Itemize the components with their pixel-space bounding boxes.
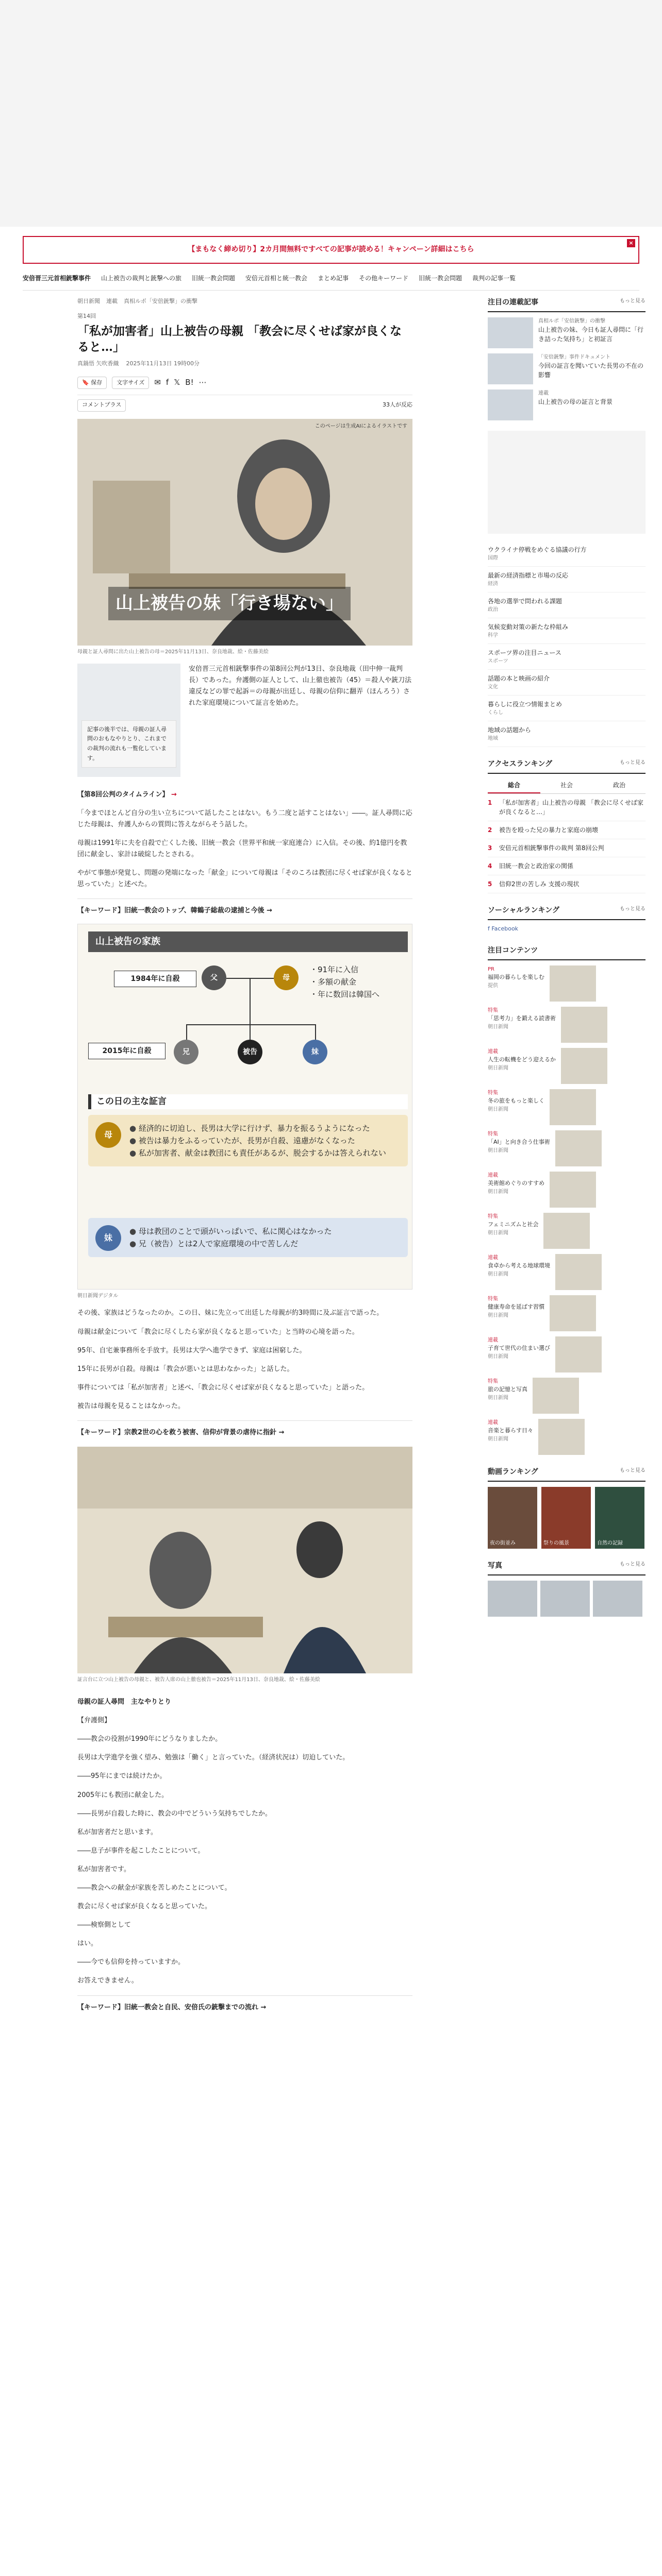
father-year: 1984年に自殺 xyxy=(114,971,196,987)
brother-node: 兄 xyxy=(174,1040,198,1064)
social-title: ソーシャルランキング xyxy=(488,906,560,914)
save-label: 保存 xyxy=(91,379,103,386)
testimony-item: ● 私が加害者、献金は教団にも責任があるが、脱会するかは答えられない xyxy=(129,1147,399,1159)
tab-society[interactable]: 社会 xyxy=(560,781,573,789)
list-item[interactable]: 最新の経済指標と市場の反応 経済 xyxy=(488,567,646,592)
campaign-banner[interactable] xyxy=(23,236,639,264)
ranking-item[interactable]: 1 「私が加害者」山上被告の母親 「教会に尽くせば家が良くなると…」 xyxy=(488,794,646,821)
testimony-item: ● 経済的に切迫し、長男は大学に行けず、暴力を振るうようになった xyxy=(129,1122,399,1134)
qa-line: 2005年にも教団に献金した。 xyxy=(77,1791,169,1799)
photo-thumb[interactable] xyxy=(488,1581,537,1617)
author[interactable]: 真鍋悟 矢吹香織 xyxy=(77,360,119,367)
ad-slot xyxy=(488,431,646,534)
lead-row xyxy=(77,664,412,777)
keyword-link[interactable]: 【キーワード】旧統一教会と自民、安倍氏の銃撃までの流れ → xyxy=(77,1995,412,2013)
qa-line: はい。 xyxy=(77,1940,98,1948)
ad-area xyxy=(0,0,662,227)
thumbnail xyxy=(488,389,533,420)
featured-text: 山上被告の妹、今日も証人尋問に「行き詰った気持ち」と初証言 xyxy=(538,326,644,343)
featured-label: 「安倍銃撃」事件ドキュメント xyxy=(538,354,610,360)
content-heading xyxy=(488,945,646,960)
photo-headline: 山上被告の妹「行き場ない」 xyxy=(108,587,351,621)
testimony-item: ● 被告は暴力をふるっていたが、長男が自殺、遠慮がなくなった xyxy=(129,1134,399,1147)
testimony-heading: この日の主な証言 xyxy=(88,1094,408,1109)
graphic-title: 山上被告の家族 xyxy=(88,931,408,952)
content-item[interactable]: 連載 美術館めぐりのすすめ 朝日新聞 xyxy=(488,1172,646,1208)
content-item[interactable]: 連載 人生の転機をどう迎えるか 朝日新聞 xyxy=(488,1048,646,1084)
topic-link[interactable]: まとめ記事 xyxy=(318,275,349,282)
mother-testimony xyxy=(88,1115,408,1166)
featured-text: 今回の証言を聞いていた長男の不在の影響 xyxy=(538,362,644,379)
breadcrumb xyxy=(77,297,412,307)
father-node: 父 xyxy=(202,965,226,990)
list-item[interactable]: ウクライナ停戦をめぐる協議の行方 国際 xyxy=(488,541,646,567)
lead-paragraph: 安倍晋三元首相銃撃事件の第8回公判が13日、奈良地裁（田中伸一裁判長）であった。弁護側の証人として、山上徹也被告（45）＝殺人や銃刀法違反などの罪で起訴＝の母親が出廷し、母親の信仰に翻弄（ほんろう）された家庭環境について証言を始めた。 xyxy=(189,665,412,707)
facebook-icon[interactable]: f xyxy=(166,378,169,387)
ai-note: このページは生成AIによるイラストです xyxy=(315,423,407,429)
content-item[interactable]: 特集 健康寿命を延ばす習慣 朝日新聞 xyxy=(488,1295,646,1331)
graphic-credit: 朝日新聞デジタル xyxy=(77,1293,119,1299)
family-graphic xyxy=(77,924,412,1290)
sister-node: 妹 xyxy=(303,1040,327,1064)
qa-line: 私が加害者だと思います。 xyxy=(77,1828,157,1836)
brother-year: 2015年に自殺 xyxy=(88,1043,166,1059)
hatena-button[interactable]: B! xyxy=(185,378,194,387)
content-item[interactable]: 特集 冬の旅をもっと楽しく 朝日新聞 xyxy=(488,1089,646,1125)
qa-line: ――教会への献金が家族を苦しめたことについて。 xyxy=(77,1884,231,1892)
body-paragraph: やがて事態が発覚し、問題の発端になった「献金」について母親は「そのころは教団に尽くせば家が良くなると思っていた」と述べた。 xyxy=(77,869,412,889)
qa-line: ――検察側として xyxy=(77,1921,131,1929)
ranking-item[interactable]: 2 被告を殴った兄の暴力と家庭の崩壊 xyxy=(488,821,646,839)
sister-testimony xyxy=(88,1218,408,1257)
body-paragraph: 15年に長男が自殺。母親は「教会が悪いとは思わなかった」と話した。 xyxy=(77,1365,294,1373)
testimony-item: ● 母は教団のことで頭がいっぱいで、私に関心はなかった xyxy=(129,1225,399,1238)
main-illustration xyxy=(77,419,412,646)
social-heading xyxy=(488,905,646,920)
series-number: 第14回 xyxy=(77,312,96,319)
qa-line: 教会に尽くせば家が良くなると思っていた。 xyxy=(77,1903,212,1911)
photo-heading xyxy=(488,1560,646,1575)
mother-badge: 母 xyxy=(95,1122,121,1148)
reaction-count[interactable]: 33人が反応 xyxy=(383,401,412,409)
topic-link[interactable]: 安倍元首相と統一教会 xyxy=(245,275,308,282)
featured-title: 注目の連載記事 xyxy=(488,298,538,307)
qa-list xyxy=(77,1715,412,1987)
qa-line: 私が加害者です。 xyxy=(77,1865,130,1873)
x-icon[interactable]: 𝕏 xyxy=(174,378,180,387)
content-item[interactable]: 特集 「AI」と向き合う仕事術 朝日新聞 xyxy=(488,1130,646,1166)
crumb-link[interactable]: 連載 xyxy=(106,298,118,304)
body-paragraph: 事件については「私が加害者」と述べ、「教会に尽くせば家が良くなると思っていた」と語った。 xyxy=(77,1383,369,1392)
more-link[interactable]: もっと見る xyxy=(620,1468,646,1474)
video-card[interactable]: 自然の記録 xyxy=(595,1487,644,1549)
save-button[interactable] xyxy=(77,377,107,389)
crumb-link[interactable]: 真相ルポ「安倍銃撃」の衝撃 xyxy=(124,298,197,304)
timeline-label: 【第8回公判のタイムライン】 xyxy=(77,790,169,799)
ranking-item[interactable]: 3 安倍元首相銃撃事件の裁判 第8回公判 xyxy=(488,839,646,857)
more-icon[interactable]: ⋯ xyxy=(198,378,207,387)
more-link[interactable]: もっと見る xyxy=(620,759,646,766)
featured-text: 山上被告の母の証言と背景 xyxy=(538,398,613,405)
video-title: 動画ランキング xyxy=(488,1468,538,1477)
close-icon[interactable]: × xyxy=(627,239,635,247)
facebook-link[interactable]: f Facebook xyxy=(488,925,519,932)
body-paragraph: 95年、自宅兼事務所を手放す。長男は大学へ進学できず、家庭は困窮した。 xyxy=(77,1346,306,1354)
list-item[interactable]: スポーツ界の注目ニュース スポーツ xyxy=(488,644,646,670)
content-item[interactable]: 特集 「思考力」を鍛える読書術 朝日新聞 xyxy=(488,1007,646,1043)
body-paragraph: その後、家族はどうなったのか。この日、妹に先立って出廷した母親が約3時間に及ぶ証言で語った。 xyxy=(77,1309,384,1317)
photo-strip xyxy=(488,1581,646,1617)
qa-line: ――教会の役割が1990年にどうなりましたか。 xyxy=(77,1735,222,1743)
video-heading xyxy=(488,1466,646,1482)
list-item[interactable]: 各地の選挙で問われる課題 政治 xyxy=(488,592,646,618)
court-illustration xyxy=(77,1447,412,1673)
font-size-button[interactable]: 文字サイズ xyxy=(112,377,149,389)
topic-link[interactable]: 旧統一教会問題 xyxy=(192,275,236,282)
ranking-title: アクセスランキング xyxy=(488,759,553,768)
lead-sidebar xyxy=(77,664,180,777)
news-list xyxy=(488,541,646,747)
photo-caption: 母親と証人尋問に出た山上被告の母＝2025年11月13日、奈良地裁、絵・佐藤美絵 xyxy=(77,649,269,655)
qa-heading: 母親の証人尋問 主なやりとり xyxy=(77,1698,172,1706)
photo-thumb[interactable] xyxy=(593,1581,642,1617)
tab-politics[interactable]: 政治 xyxy=(613,781,625,789)
qa-line: ――息子が事件を起こしたことについて。 xyxy=(77,1846,205,1855)
featured-label: 真相ルポ「安倍銃撃」の衝撃 xyxy=(538,318,605,324)
keyword-link[interactable]: 【キーワード】宗教2世の心を救う被害、信仰が背景の虐待に指針 → xyxy=(77,1420,412,1438)
more-link[interactable]: もっと見る xyxy=(620,1562,646,1568)
register-note: 記事の後半では、母親の証人尋問のおもなやりとり、これまでの裁判の流れも一覧化しています。 xyxy=(81,720,176,768)
qa-line: 長男は大学進学を強く望み、勉強は「働く」と言っていた。（経済状況は）切迫していた。 xyxy=(77,1754,350,1762)
list-item[interactable]: 気候変動対策の新たな枠組み 科学 xyxy=(488,618,646,644)
content-item[interactable]: 特集 旅の記憶と写真 朝日新聞 xyxy=(488,1378,646,1414)
timeline-link[interactable] xyxy=(77,789,412,801)
photo-caption: 証言台に立つ山上被告の母親と、被告人席の山上徹也被告＝2025年11月13日、奈良地裁、絵・佐藤美絵 xyxy=(77,1677,320,1683)
topic-link[interactable]: 山上被告の裁判と銃撃への旅 xyxy=(101,275,182,282)
photo-title: 写真 xyxy=(488,1562,502,1570)
qa-line: ――長男が自殺した時に、教会の中でどういう気持ちでしたか。 xyxy=(77,1809,272,1818)
comment-plus-button[interactable]: コメントプラス xyxy=(77,399,126,412)
bookmark-icon: 🔖 xyxy=(82,379,89,386)
campaign-text[interactable]: 【まもなく締め切り】2カ月間無料ですべての記事が読める！キャンペーン詳細はこちら xyxy=(188,245,474,254)
mail-icon[interactable]: ✉ xyxy=(154,378,161,387)
article-title: 「私が加害者」山上被告の母親 「教会に尽くせば家が良くなると…」 xyxy=(77,324,402,354)
list-item[interactable]: 話題の本と映画の紹介 文化 xyxy=(488,670,646,696)
family-tree xyxy=(88,960,408,1084)
content-item[interactable]: 特集 フェミニズムと社会 朝日新聞 xyxy=(488,1213,646,1249)
featured-item[interactable] xyxy=(488,353,646,384)
article xyxy=(77,297,412,2013)
body-paragraph: 「今までほとんど自分の生い立ちについて話したことはない。もう二度と話すことはない」――。証人尋問に応じた母親は、弁護人からの質問に答えながらそう話した。 xyxy=(77,809,412,828)
body-paragraph: 母親は献金について「教会に尽くしたら家が良くなると思っていた」と当時の心境を語った。 xyxy=(77,1328,359,1336)
featured-label: 連載 xyxy=(538,390,549,396)
topic-nav xyxy=(23,273,639,291)
ranking-list xyxy=(488,794,646,893)
ranking-item[interactable]: 5 信仰2世の苦しみ 支援の現状 xyxy=(488,875,646,893)
content-title: 注目コンテンツ xyxy=(488,946,538,955)
thumbnail xyxy=(488,317,533,348)
publish-date: 2025年11月13日 19時00分 xyxy=(126,360,200,367)
ranking-item[interactable]: 4 旧統一教会と政治家の関係 xyxy=(488,857,646,875)
byline xyxy=(77,359,412,369)
qa-line: ――今でも信仰を持っていますか。 xyxy=(77,1958,185,1967)
featured-heading xyxy=(488,297,646,312)
qa-line: お答えできません。 xyxy=(77,1977,138,1985)
topic-link[interactable]: その他キーワード xyxy=(359,275,409,282)
topic-link[interactable]: 安倍晋三元首相銃撃事件 xyxy=(23,275,91,282)
list-item[interactable]: 地域の話題から 地域 xyxy=(488,721,646,747)
comment-bar xyxy=(77,399,412,412)
sidebar xyxy=(488,297,646,1617)
keyword-link[interactable]: 【キーワード】旧統一教会のトップ、韓鶴子総裁の逮捕と今後 → xyxy=(77,899,412,917)
more-link[interactable]: もっと見る xyxy=(620,906,646,912)
content-item[interactable]: 連載 食卓から考える地球環境 朝日新聞 xyxy=(488,1254,646,1290)
arrow-icon: → xyxy=(171,790,177,799)
ranking-tabs xyxy=(488,778,646,794)
ranking-heading xyxy=(488,758,646,774)
content-item[interactable]: PR 福岡の暮らしを楽しむ 提供 xyxy=(488,965,646,1002)
video-carousel xyxy=(488,1487,646,1549)
article-toolbar xyxy=(77,376,412,395)
tab-all[interactable]: 総合 xyxy=(488,778,540,793)
topic-link[interactable]: 旧統一教会問題 xyxy=(419,275,462,282)
body-paragraph: 被告は母親を見ることはなかった。 xyxy=(77,1402,185,1410)
testimony-item: ● 兄（被告）とは2人で家庭環境の中で苦しんだ xyxy=(129,1238,399,1250)
content-item[interactable]: 連載 音楽と暮らす日々 朝日新聞 xyxy=(488,1419,646,1455)
topic-link[interactable]: 裁判の記事一覧 xyxy=(472,275,516,282)
content-item[interactable]: 連載 子育て世代の住まい選び 朝日新聞 xyxy=(488,1336,646,1372)
defendant-node: 被告 xyxy=(238,1040,262,1064)
photo-thumb[interactable] xyxy=(540,1581,590,1617)
more-link[interactable]: もっと見る xyxy=(620,298,646,304)
qa-line: ――95年にまでは続けたか。 xyxy=(77,1772,167,1781)
mother-notes: ・91年に入信 ・多額の献金 ・年に数回は韓国へ xyxy=(310,965,380,999)
thumbnail xyxy=(488,353,533,384)
video-card[interactable]: 夜の街並み xyxy=(488,1487,537,1549)
courtroom-sketch xyxy=(77,1447,412,1673)
body-paragraph: 母親は1991年に夫を自殺で亡くした後、旧統一教会（世界平和統一家庭連合）に入信。その後、約1億円を教団に献金し、家計は破綻したとされる。 xyxy=(77,839,407,859)
qa-side: 【弁護側】 xyxy=(77,1717,111,1725)
featured-item[interactable] xyxy=(488,389,646,420)
video-card[interactable]: 祭りの風景 xyxy=(541,1487,591,1549)
list-item[interactable]: 暮らしに役立つ情報まとめ くらし xyxy=(488,696,646,721)
featured-item[interactable] xyxy=(488,317,646,348)
crumb-link[interactable]: 朝日新聞 xyxy=(77,298,100,304)
sister-badge: 妹 xyxy=(95,1225,121,1251)
mother-node: 母 xyxy=(274,965,299,990)
